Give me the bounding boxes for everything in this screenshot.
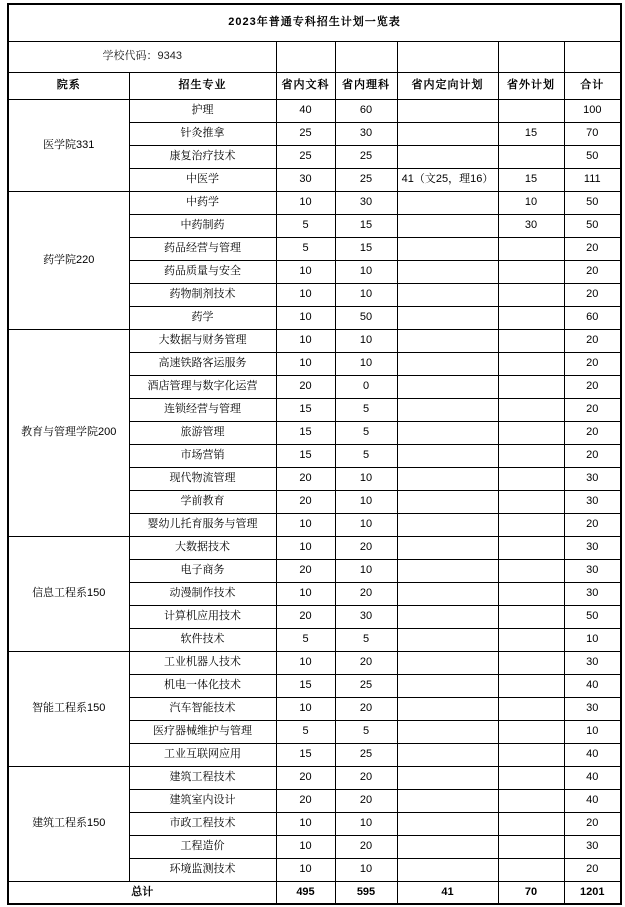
out-of-province-cell <box>498 858 564 881</box>
row-total-cell: 30 <box>564 697 621 720</box>
row-total-cell: 30 <box>564 490 621 513</box>
header-row <box>8 72 621 99</box>
in-province-arts-cell: 20 <box>276 559 335 582</box>
header-total: 合计 <box>564 72 621 99</box>
row-total-cell: 70 <box>564 122 621 145</box>
in-province-science-cell: 20 <box>335 766 397 789</box>
in-province-arts-cell: 10 <box>276 191 335 214</box>
row-total-cell: 20 <box>564 444 621 467</box>
empty-cell <box>397 41 498 72</box>
in-province-arts-cell: 10 <box>276 582 335 605</box>
in-province-arts-cell: 25 <box>276 122 335 145</box>
row-total-cell: 20 <box>564 260 621 283</box>
row-total-cell: 20 <box>564 421 621 444</box>
department-cell: 建筑工程系150 <box>8 766 129 881</box>
in-province-arts-cell: 20 <box>276 605 335 628</box>
table-row <box>8 99 621 122</box>
in-province-science-cell: 20 <box>335 789 397 812</box>
major-cell: 中药学 <box>129 191 276 214</box>
in-province-arts-cell: 10 <box>276 283 335 306</box>
in-province-targeted-cell <box>397 306 498 329</box>
in-province-science-cell: 10 <box>335 490 397 513</box>
table-row <box>8 766 621 789</box>
out-of-province-cell <box>498 582 564 605</box>
out-of-province-cell <box>498 145 564 168</box>
in-province-arts-cell: 10 <box>276 329 335 352</box>
in-province-science-cell: 10 <box>335 283 397 306</box>
row-total-cell: 20 <box>564 398 621 421</box>
out-of-province-cell <box>498 536 564 559</box>
out-of-province-cell <box>498 467 564 490</box>
out-of-province-cell <box>498 421 564 444</box>
grand-total-outside: 70 <box>498 881 564 904</box>
in-province-arts-cell: 10 <box>276 651 335 674</box>
out-of-province-cell <box>498 835 564 858</box>
in-province-arts-cell: 25 <box>276 145 335 168</box>
out-of-province-cell <box>498 605 564 628</box>
in-province-science-cell: 10 <box>335 513 397 536</box>
grand-total-label: 总计 <box>8 881 276 904</box>
page-title: 2023年普通专科招生计划一览表 <box>8 4 621 41</box>
in-province-arts-cell: 15 <box>276 674 335 697</box>
out-of-province-cell <box>498 490 564 513</box>
title-row <box>8 4 621 41</box>
in-province-arts-cell: 30 <box>276 168 335 191</box>
department-cell: 药学院220 <box>8 191 129 329</box>
row-total-cell: 10 <box>564 720 621 743</box>
in-province-arts-cell: 15 <box>276 398 335 421</box>
out-of-province-cell <box>498 743 564 766</box>
in-province-science-cell: 20 <box>335 536 397 559</box>
header-out-of-province: 省外计划 <box>498 72 564 99</box>
row-total-cell: 20 <box>564 812 621 835</box>
in-province-science-cell: 10 <box>335 329 397 352</box>
row-total-cell: 20 <box>564 858 621 881</box>
in-province-arts-cell: 5 <box>276 214 335 237</box>
major-cell: 计算机应用技术 <box>129 605 276 628</box>
in-province-targeted-cell <box>397 375 498 398</box>
school-code: 学校代码：9343 <box>8 41 276 72</box>
in-province-targeted-cell <box>397 674 498 697</box>
major-cell: 酒店管理与数字化运营 <box>129 375 276 398</box>
in-province-science-cell: 5 <box>335 421 397 444</box>
row-total-cell: 40 <box>564 789 621 812</box>
out-of-province-cell <box>498 697 564 720</box>
in-province-science-cell: 20 <box>335 582 397 605</box>
empty-cell <box>564 41 621 72</box>
row-total-cell: 40 <box>564 743 621 766</box>
major-cell: 环境监测技术 <box>129 858 276 881</box>
in-province-arts-cell: 10 <box>276 835 335 858</box>
table-row <box>8 651 621 674</box>
in-province-targeted-cell <box>397 122 498 145</box>
major-cell: 旅游管理 <box>129 421 276 444</box>
major-cell: 工业互联网应用 <box>129 743 276 766</box>
out-of-province-cell <box>498 444 564 467</box>
row-total-cell: 30 <box>564 651 621 674</box>
in-province-science-cell: 10 <box>335 260 397 283</box>
in-province-arts-cell: 10 <box>276 352 335 375</box>
in-province-science-cell: 10 <box>335 812 397 835</box>
grand-total-science: 595 <box>335 881 397 904</box>
row-total-cell: 30 <box>564 835 621 858</box>
in-province-arts-cell: 10 <box>276 697 335 720</box>
in-province-arts-cell: 10 <box>276 536 335 559</box>
major-cell: 大数据技术 <box>129 536 276 559</box>
in-province-arts-cell: 10 <box>276 260 335 283</box>
department-cell: 医学院331 <box>8 99 129 191</box>
major-cell: 动漫制作技术 <box>129 582 276 605</box>
row-total-cell: 10 <box>564 628 621 651</box>
in-province-science-cell: 60 <box>335 99 397 122</box>
in-province-science-cell: 50 <box>335 306 397 329</box>
row-total-cell: 20 <box>564 283 621 306</box>
out-of-province-cell <box>498 306 564 329</box>
in-province-arts-cell: 15 <box>276 444 335 467</box>
in-province-science-cell: 5 <box>335 398 397 421</box>
in-province-targeted-cell <box>397 329 498 352</box>
row-total-cell: 20 <box>564 513 621 536</box>
row-total-cell: 20 <box>564 352 621 375</box>
in-province-targeted-cell <box>397 421 498 444</box>
in-province-targeted-cell <box>397 835 498 858</box>
in-province-arts-cell: 10 <box>276 812 335 835</box>
major-cell: 软件技术 <box>129 628 276 651</box>
major-cell: 婴幼儿托育服务与管理 <box>129 513 276 536</box>
in-province-science-cell: 20 <box>335 697 397 720</box>
grand-total-targeted: 41 <box>397 881 498 904</box>
in-province-science-cell: 5 <box>335 720 397 743</box>
out-of-province-cell <box>498 674 564 697</box>
row-total-cell: 50 <box>564 191 621 214</box>
major-cell: 市场营销 <box>129 444 276 467</box>
header-in-province-targeted: 省内定向计划 <box>397 72 498 99</box>
in-province-science-cell: 25 <box>335 168 397 191</box>
out-of-province-cell <box>498 237 564 260</box>
out-of-province-cell <box>498 559 564 582</box>
in-province-targeted-cell <box>397 743 498 766</box>
major-cell: 大数据与财务管理 <box>129 329 276 352</box>
out-of-province-cell <box>498 789 564 812</box>
major-cell: 电子商务 <box>129 559 276 582</box>
major-cell: 机电一体化技术 <box>129 674 276 697</box>
major-cell: 连锁经营与管理 <box>129 398 276 421</box>
major-cell: 医疗器械维护与管理 <box>129 720 276 743</box>
grand-total-arts: 495 <box>276 881 335 904</box>
in-province-science-cell: 25 <box>335 145 397 168</box>
row-total-cell: 30 <box>564 467 621 490</box>
out-of-province-cell: 30 <box>498 214 564 237</box>
in-province-arts-cell: 40 <box>276 99 335 122</box>
row-total-cell: 30 <box>564 582 621 605</box>
major-cell: 汽车智能技术 <box>129 697 276 720</box>
enrollment-plan-table <box>7 3 622 905</box>
major-cell: 工程造价 <box>129 835 276 858</box>
table-row <box>8 329 621 352</box>
table-row <box>8 536 621 559</box>
in-province-science-cell: 30 <box>335 191 397 214</box>
in-province-science-cell: 20 <box>335 835 397 858</box>
in-province-targeted-cell <box>397 237 498 260</box>
major-cell: 现代物流管理 <box>129 467 276 490</box>
department-cell: 教育与管理学院200 <box>8 329 129 536</box>
in-province-science-cell: 10 <box>335 467 397 490</box>
in-province-targeted-cell <box>397 536 498 559</box>
major-cell: 药品质量与安全 <box>129 260 276 283</box>
out-of-province-cell <box>498 651 564 674</box>
major-cell: 中医学 <box>129 168 276 191</box>
row-total-cell: 40 <box>564 766 621 789</box>
empty-cell <box>498 41 564 72</box>
out-of-province-cell <box>498 513 564 536</box>
in-province-science-cell: 15 <box>335 237 397 260</box>
header-in-province-science: 省内理科 <box>335 72 397 99</box>
grand-total-row <box>8 881 621 904</box>
in-province-science-cell: 10 <box>335 352 397 375</box>
in-province-science-cell: 5 <box>335 628 397 651</box>
in-province-targeted-cell <box>397 214 498 237</box>
out-of-province-cell: 15 <box>498 168 564 191</box>
in-province-targeted-cell: 41（文25，理16） <box>397 168 498 191</box>
in-province-targeted-cell <box>397 490 498 513</box>
in-province-science-cell: 25 <box>335 743 397 766</box>
out-of-province-cell <box>498 628 564 651</box>
out-of-province-cell <box>498 283 564 306</box>
row-total-cell: 100 <box>564 99 621 122</box>
major-cell: 护理 <box>129 99 276 122</box>
in-province-targeted-cell <box>397 651 498 674</box>
row-total-cell: 50 <box>564 605 621 628</box>
major-cell: 中药制药 <box>129 214 276 237</box>
in-province-targeted-cell <box>397 582 498 605</box>
major-cell: 建筑室内设计 <box>129 789 276 812</box>
in-province-targeted-cell <box>397 191 498 214</box>
in-province-targeted-cell <box>397 283 498 306</box>
out-of-province-cell <box>498 329 564 352</box>
row-total-cell: 111 <box>564 168 621 191</box>
row-total-cell: 30 <box>564 536 621 559</box>
in-province-targeted-cell <box>397 766 498 789</box>
row-total-cell: 50 <box>564 214 621 237</box>
in-province-targeted-cell <box>397 559 498 582</box>
in-province-targeted-cell <box>397 467 498 490</box>
row-total-cell: 40 <box>564 674 621 697</box>
out-of-province-cell <box>498 260 564 283</box>
in-province-arts-cell: 5 <box>276 628 335 651</box>
in-province-arts-cell: 5 <box>276 237 335 260</box>
row-total-cell: 20 <box>564 329 621 352</box>
out-of-province-cell <box>498 352 564 375</box>
major-cell: 学前教育 <box>129 490 276 513</box>
in-province-arts-cell: 20 <box>276 467 335 490</box>
header-major: 招生专业 <box>129 72 276 99</box>
in-province-arts-cell: 20 <box>276 490 335 513</box>
in-province-science-cell: 20 <box>335 651 397 674</box>
out-of-province-cell: 15 <box>498 122 564 145</box>
in-province-arts-cell: 20 <box>276 766 335 789</box>
in-province-arts-cell: 20 <box>276 375 335 398</box>
grand-total-total: 1201 <box>564 881 621 904</box>
in-province-targeted-cell <box>397 398 498 421</box>
in-province-science-cell: 10 <box>335 559 397 582</box>
header-department: 院系 <box>8 72 129 99</box>
major-cell: 药学 <box>129 306 276 329</box>
row-total-cell: 20 <box>564 375 621 398</box>
in-province-science-cell: 25 <box>335 674 397 697</box>
department-cell: 信息工程系150 <box>8 536 129 651</box>
in-province-arts-cell: 10 <box>276 513 335 536</box>
out-of-province-cell <box>498 398 564 421</box>
school-code-row <box>8 41 621 72</box>
table-row <box>8 191 621 214</box>
out-of-province-cell <box>498 99 564 122</box>
empty-cell <box>335 41 397 72</box>
in-province-targeted-cell <box>397 789 498 812</box>
major-cell: 药物制剂技术 <box>129 283 276 306</box>
out-of-province-cell: 10 <box>498 191 564 214</box>
in-province-arts-cell: 10 <box>276 306 335 329</box>
in-province-targeted-cell <box>397 513 498 536</box>
in-province-arts-cell: 15 <box>276 743 335 766</box>
in-province-targeted-cell <box>397 99 498 122</box>
in-province-targeted-cell <box>397 444 498 467</box>
row-total-cell: 50 <box>564 145 621 168</box>
empty-cell <box>276 41 335 72</box>
in-province-targeted-cell <box>397 352 498 375</box>
major-cell: 市政工程技术 <box>129 812 276 835</box>
in-province-science-cell: 0 <box>335 375 397 398</box>
row-total-cell: 20 <box>564 237 621 260</box>
header-in-province-arts: 省内文科 <box>276 72 335 99</box>
in-province-science-cell: 5 <box>335 444 397 467</box>
out-of-province-cell <box>498 720 564 743</box>
row-total-cell: 60 <box>564 306 621 329</box>
in-province-targeted-cell <box>397 858 498 881</box>
major-cell: 工业机器人技术 <box>129 651 276 674</box>
major-cell: 高速铁路客运服务 <box>129 352 276 375</box>
in-province-targeted-cell <box>397 697 498 720</box>
in-province-targeted-cell <box>397 720 498 743</box>
in-province-science-cell: 10 <box>335 858 397 881</box>
in-province-targeted-cell <box>397 812 498 835</box>
major-cell: 针灸推拿 <box>129 122 276 145</box>
in-province-arts-cell: 20 <box>276 789 335 812</box>
out-of-province-cell <box>498 766 564 789</box>
in-province-science-cell: 30 <box>335 605 397 628</box>
in-province-arts-cell: 10 <box>276 858 335 881</box>
major-cell: 药品经营与管理 <box>129 237 276 260</box>
row-total-cell: 30 <box>564 559 621 582</box>
department-cell: 智能工程系150 <box>8 651 129 766</box>
in-province-science-cell: 15 <box>335 214 397 237</box>
major-cell: 康复治疗技术 <box>129 145 276 168</box>
in-province-targeted-cell <box>397 605 498 628</box>
in-province-targeted-cell <box>397 145 498 168</box>
in-province-targeted-cell <box>397 628 498 651</box>
in-province-science-cell: 30 <box>335 122 397 145</box>
in-province-targeted-cell <box>397 260 498 283</box>
major-cell: 建筑工程技术 <box>129 766 276 789</box>
table-body <box>8 99 621 881</box>
in-province-arts-cell: 15 <box>276 421 335 444</box>
out-of-province-cell <box>498 375 564 398</box>
out-of-province-cell <box>498 812 564 835</box>
in-province-arts-cell: 5 <box>276 720 335 743</box>
